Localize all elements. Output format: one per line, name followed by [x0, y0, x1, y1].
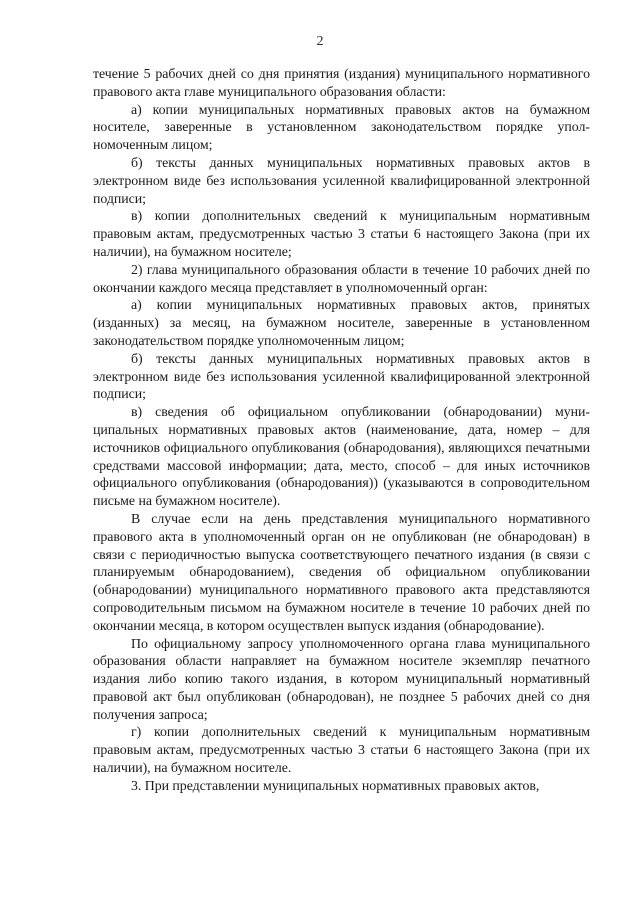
paragraph-continuation: течение 5 рабочих дней со дня принятия (издания) муниципального нормативного правового акта главе муниципального образования области:: [93, 67, 590, 100]
page-number: 2: [316, 34, 324, 49]
paragraph-item-g-additional-info: г) копии дополнительных сведений к муниципальным нормативным правовым актам, предусмотренных частью 3 статьи 6 настоящего Закона (при их наличии), на бумажном носителе.: [93, 725, 590, 777]
paragraph-official-request: По официальному запросу уполномоченного органа глава муниципального образования области направляет на бумажном носителе экземпляр печатного издания либо копию такого издания, в котором муниципальный нормативный правовой акт был опубликован (обнародован), не позднее 5 рабочих дней со дня получения запроса;: [93, 636, 590, 723]
paragraph-item-v-additional-info: в) копии дополнительных сведений к муниципальным нормативным правовым актам, предусмотренных частью 3 статьи 6 настоящего Закона (при их наличии), на бумажном носителе;: [93, 209, 590, 260]
paragraph-item-b-texts: б) тексты данных муниципальных нормативных правовых актов в электронном виде без использования усиленной квалифицированной электронной подписи;: [93, 155, 590, 207]
paragraph-item-a-monthly-copies: а) копии муниципальных нормативных правовых актов, принятых (изданных) за месяц, на бумажном носителе, заверенные в установленном законодательством порядке уполномоченным лицом;: [93, 298, 590, 349]
paragraph-point-3: 3. При представлении муниципальных нормативных правовых актов,: [131, 778, 540, 794]
paragraph-item-a-copies: а) копии муниципальных нормативных правовых актов на бумажном носителе, заверенные в установленном законодательством порядке уполномоченным лицом;: [93, 102, 590, 154]
body-text: [93, 66, 590, 796]
paragraph-item-b-monthly-texts: б) тексты данных муниципальных нормативных правовых актов в электронном виде без использования усиленной квалифицированной электронной подписи;: [93, 351, 590, 403]
paragraph-not-published-case: В случае если на день представления муниципального нормативного правового акта в уполномоченный орган он не опубликован (не обнародован) в связи с периодичностью выпуска соответствующего печатного издания (в связи с планируемым обнародованием), сведения об официальном опубликовании (обнародовании) муниципального нормативного правового акта представляются сопроводительным письмом на бумажном носителе в течение 10 рабочих дней по окончании месяца, в котором осуществлен выпуск издания (обнародование).: [93, 511, 590, 634]
paragraph-point-2: 2) глава муниципального образования области в течение 10 рабочих дней по окончании каждого месяца представляет в уполномоченный орган:: [93, 262, 590, 296]
paragraph-item-v-publication-info: в) сведения об официальном опубликовании (обнародовании) муниципальных нормативных правовых актов (наименование, дата, номер – для источников официального опубликования (обнародования), являющихся печатными средствами массовой информации; дата, место, способ – для иных источников официального опубликования (обнародования)) (указываются в сопроводительном письме на бумажном носителе).: [93, 405, 590, 510]
